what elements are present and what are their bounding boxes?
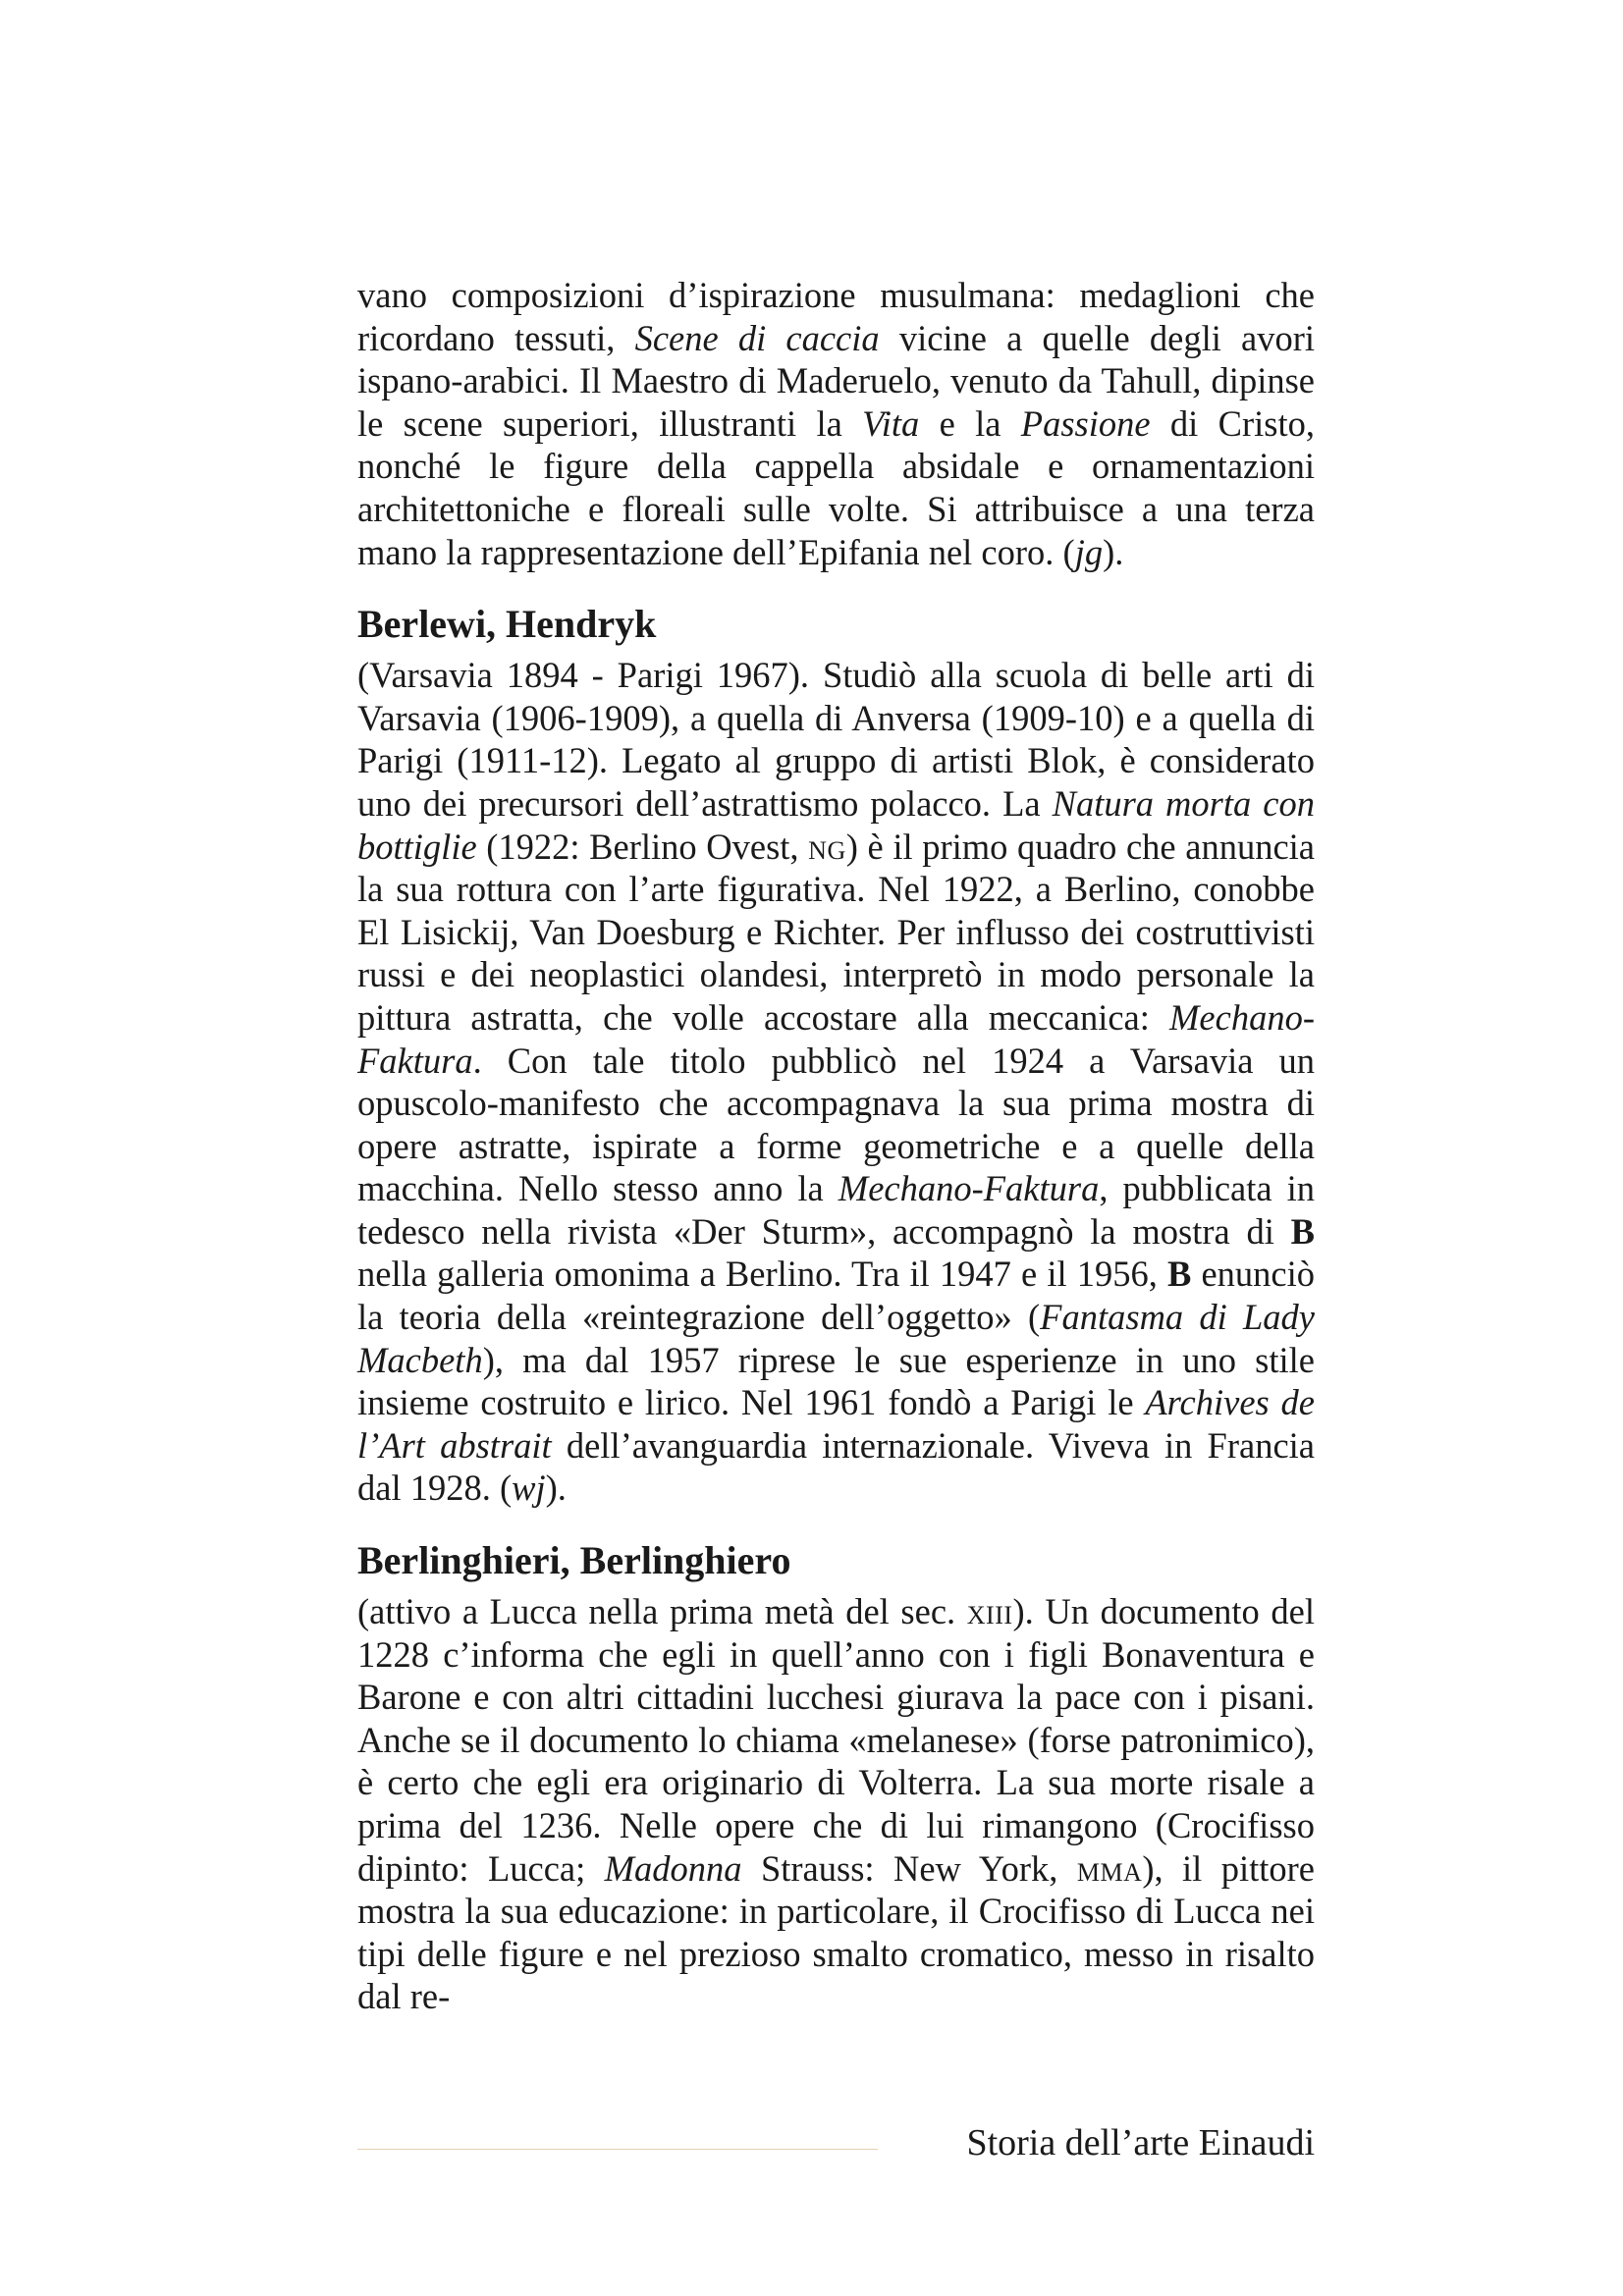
text-run: dell’avanguardia internazionale. Viveva in Francia dal 1928. (	[357, 1424, 1315, 1509]
text-run: ). Un documento del 1228 c’informa che egli in quell’anno con i figli Bonaventura e Barone e con altri cittadini lucchesi giurava la pace con i pisani. Anche se il documento lo chiama «melanese» (forse patronimico), è certo che egli era originario di Volterra. La sua morte risale a prima del 1236. Nelle opere che di lui rimangono (Crocifisso dipinto: Lucca;	[357, 1591, 1315, 1889]
entry-heading-berlinghieri: Berlinghieri, Berlinghiero	[357, 1538, 791, 1583]
bold-abbreviation: B	[1166, 1254, 1192, 1295]
italic-title: Scene di caccia	[634, 317, 880, 358]
text-run: ) è il primo quadro che annuncia la sua rottura con l’arte figurativa. Nel 1922, a Berlino, conobbe El Lisickij, Van Doesburg e Richter. Per influsso dei costruttivisti russi e dei neoplastici olandesi, interpretò in modo personale la pittura astratta, che volle accostare alla meccanica:	[357, 826, 1315, 1038]
text-run: enunciò la teoria della «reintegrazione dell’oggetto» (	[357, 1254, 1316, 1338]
text-run: , pubblicata in tedesco nella rivista «Der Sturm», accompagnò la mostra di	[357, 1168, 1315, 1252]
text-run: ).	[1103, 531, 1124, 572]
text-run: e la	[919, 402, 1021, 444]
text-run: ), il pittore mostra la sua educazione: in particolare, il Crocifisso di Lucca nei tipi delle figure e nel prezioso smalto cromatico, messo in risalto dal re-	[357, 1847, 1315, 2017]
museum-abbreviation: mma	[1076, 1847, 1143, 1889]
text-run: (Varsavia 1894 - Parigi 1967). Studiò alla scuola di belle arti di Varsavia (1906-1909), a quella di Anversa (1909-10) e a quella di Parigi (1911-12). Legato al gruppo di artisti Blok, è considerato uno dei precursori dell’astrattismo polacco. La	[357, 655, 1315, 824]
text-column	[357, 274, 1315, 2018]
entry-heading-berlewi: Berlewi, Hendryk	[357, 602, 657, 647]
intro-paragraph	[357, 274, 1315, 573]
entry-body-berlewi	[357, 654, 1315, 1510]
text-run: nella galleria omonima a Berlino. Tra il 1947 e il 1956,	[357, 1254, 1167, 1295]
text-run: vicine a quelle degli avori ispano-arabici. Il Maestro di Maderuelo, venuto da Tahull, dipinse le scene superiori, illustranti la	[357, 317, 1316, 444]
text-run: (1922: Berlino Ovest,	[476, 826, 809, 867]
text-run: (attivo a Lucca nella prima metà del sec.	[357, 1591, 967, 1632]
italic-title: Vita	[862, 402, 920, 444]
text-run: vano composizioni d’ispirazione musulmana: medaglioni che ricordano tessuti,	[357, 275, 1315, 358]
italic-title: Passione	[1020, 402, 1151, 444]
footer-title: Storia dell’arte Einaudi	[966, 2122, 1315, 2163]
entry-body-berlinghieri	[357, 1590, 1315, 2018]
text-run: . Con tale titolo pubblicò nel 1924 a Varsavia un opuscolo-manifesto che accompagnava la sua prima mostra di opere astratte, ispirate a forme geometriche e a quelle della macchina. Nello stesso anno la	[357, 1040, 1315, 1209]
italic-title: Fantasma di Lady Macbeth	[357, 1297, 1315, 1380]
text-run: ).	[545, 1468, 567, 1509]
text-run: ), ma dal 1957 riprese le sue esperienze in uno stile insieme costruito e lirico. Nel 1961 fondò a Parigi le	[357, 1339, 1315, 1423]
italic-title: Mechano-Faktura	[838, 1168, 1100, 1209]
museum-abbreviation: ng	[808, 826, 846, 867]
italic-title: Madonna	[604, 1847, 742, 1889]
italic-title: Mechano-Faktura	[357, 996, 1315, 1081]
century-numeral: xiii	[966, 1591, 1013, 1632]
italic-title: Natura morta con bottiglie	[357, 782, 1315, 867]
footer-rule	[357, 2149, 878, 2150]
italic-title: Archives de l’Art abstrait	[357, 1382, 1316, 1466]
author-initials: wj	[512, 1468, 546, 1509]
author-initials: jg	[1074, 531, 1104, 572]
text-run: Strauss: New York,	[741, 1847, 1077, 1889]
text-run: di Cristo, nonché le figure della cappella absidale e ornamentazioni architettoniche e floreali sulle volte. Si attribuisce a una terza mano la rappresentazione dell’Epifania nel coro. (	[357, 402, 1315, 572]
bold-abbreviation: B	[1290, 1210, 1315, 1252]
